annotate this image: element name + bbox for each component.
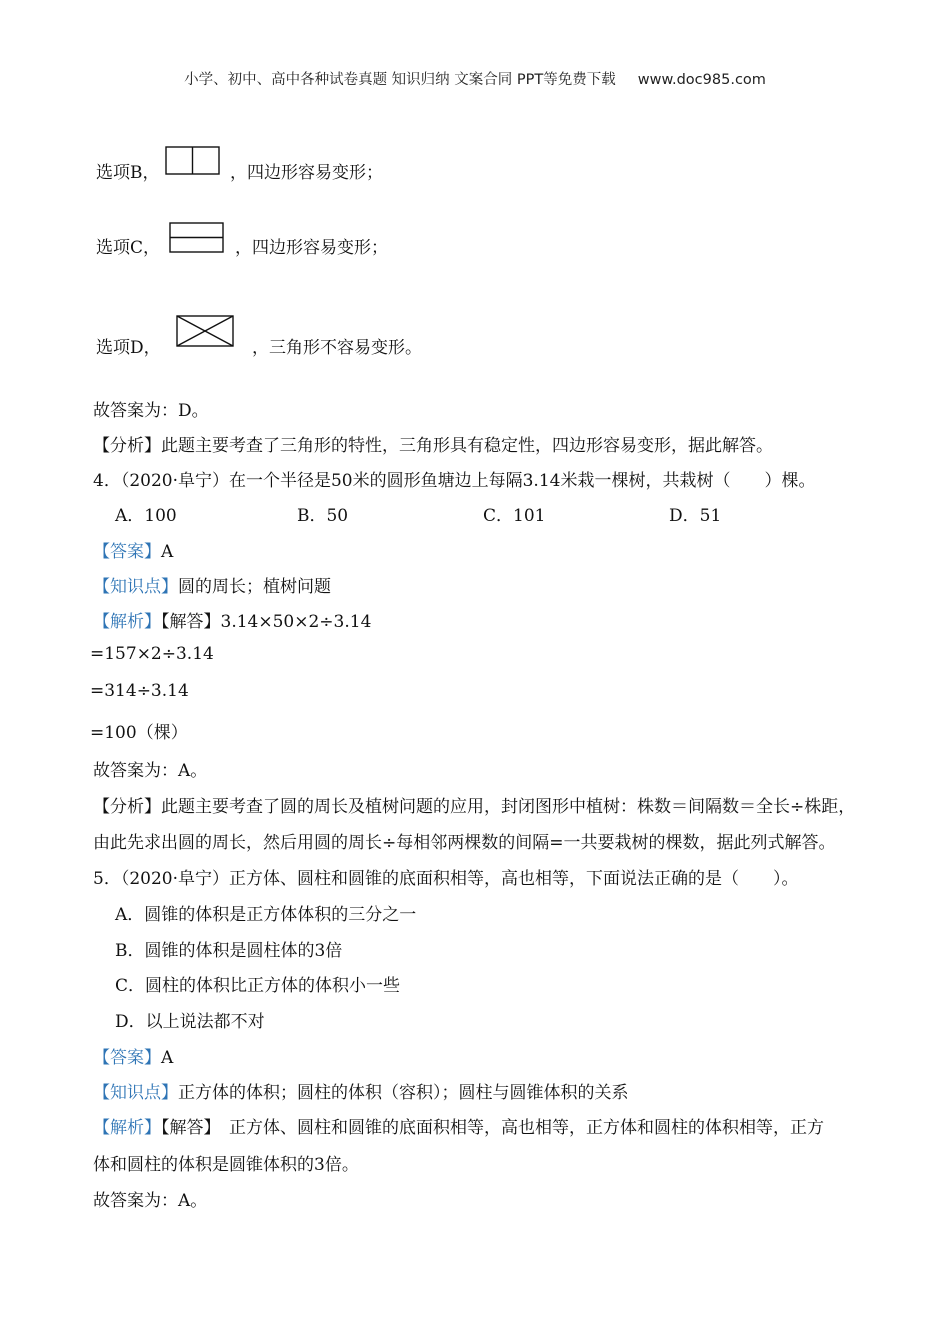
jx-tag: 【解析】 bbox=[93, 1118, 161, 1138]
option-d-text: ，三角形不容易变形。 bbox=[252, 338, 422, 358]
q4-analysis-line2: 由此先求出圆的周长，然后用圆的周长÷每相邻两棵数的间隔=一共要栽树的棵数，据此列式解答。 bbox=[93, 833, 836, 853]
q4-step-2: =314÷3.14 bbox=[90, 681, 189, 701]
q3-final-answer: 故答案为：D。 bbox=[93, 401, 209, 421]
rectangle-diagonals-figure bbox=[176, 315, 236, 349]
q5-stem: 5．（2020·阜宁）正方体、圆柱和圆锥的底面积相等，高也相等，下面说法正确的是（ ）。 bbox=[93, 869, 799, 889]
q5-knowledge-point bbox=[93, 1078, 629, 1103]
q4-solution bbox=[93, 607, 371, 632]
q4-option-b: B．50 bbox=[297, 506, 349, 526]
analysis-text: 此题主要考查了圆的周长及植树问题的应用，封闭图形中植树：株数＝间隔数＝全长÷株距， bbox=[161, 797, 856, 817]
answer-tag: 【答案】 bbox=[93, 1048, 161, 1068]
q5-solution-line1 bbox=[93, 1113, 824, 1138]
option-d-label: 选项D， bbox=[96, 338, 161, 358]
q4-analysis-line1 bbox=[93, 792, 855, 817]
q5-solution-line2: 体和圆柱的体积是圆锥体积的3倍。 bbox=[93, 1155, 359, 1175]
q4-stem: 4．（2020·阜宁）在一个半径是50米的圆形鱼塘边上每隔3.14米栽一棵树，共栽树（ ）棵。 bbox=[93, 471, 816, 491]
q5-option-c: C．圆柱的体积比正方体的体积小一些 bbox=[115, 976, 401, 996]
q5-option-a: A．圆锥的体积是正方体体积的三分之一 bbox=[115, 905, 417, 925]
option-b-text: ，四边形容易变形； bbox=[230, 163, 383, 183]
header-text: 小学、初中、高中各种试卷真题 知识归纳 文案合同 PPT等免费下载 bbox=[184, 72, 616, 88]
answer-tag: 【答案】 bbox=[93, 542, 161, 562]
q5-final-answer: 故答案为：A。 bbox=[93, 1191, 208, 1211]
analysis-text: 此题主要考查了三角形的特性，三角形具有稳定性，四边形容易变形，据此解答。 bbox=[161, 436, 773, 456]
jx-text: 【解答】3.14×50×2÷3.14 bbox=[161, 612, 372, 632]
header-url[interactable]: www.doc985.com bbox=[637, 72, 766, 88]
kp-tag: 【知识点】 bbox=[93, 577, 178, 597]
answer-value: A bbox=[161, 542, 174, 562]
jx-tag: 【解析】 bbox=[93, 612, 161, 632]
jx-text: 【解答】 正方体、圆柱和圆锥的底面积相等，高也相等，正方体和圆柱的体积相等，正方 bbox=[161, 1118, 824, 1138]
q4-option-a: A．100 bbox=[115, 506, 177, 526]
page-header bbox=[0, 68, 950, 89]
q5-option-d: D．以上说法都不对 bbox=[115, 1012, 265, 1032]
q3-analysis bbox=[93, 431, 773, 456]
q4-step-3: =100（棵） bbox=[90, 723, 188, 743]
answer-value: A bbox=[161, 1048, 174, 1068]
kp-tag: 【知识点】 bbox=[93, 1083, 178, 1103]
rectangle-split-horizontal-figure bbox=[169, 222, 225, 254]
option-c-text: ，四边形容易变形； bbox=[235, 238, 388, 258]
analysis-tag: 【分析】 bbox=[93, 436, 161, 456]
rectangle-split-vertical-figure bbox=[165, 146, 221, 176]
analysis-tag: 【分析】 bbox=[93, 797, 161, 817]
option-c-label: 选项C， bbox=[96, 238, 161, 258]
q4-final-answer: 故答案为：A。 bbox=[93, 761, 208, 781]
q5-option-b: B．圆锥的体积是圆柱体的3倍 bbox=[115, 941, 343, 961]
kp-text: 圆的周长；植树问题 bbox=[178, 577, 331, 597]
q4-step-1: =157×2÷3.14 bbox=[90, 644, 214, 664]
option-b-label: 选项B， bbox=[96, 163, 160, 183]
q4-answer bbox=[93, 537, 173, 562]
q5-answer bbox=[93, 1043, 173, 1068]
option-b-line bbox=[96, 158, 160, 183]
q4-knowledge-point bbox=[93, 572, 331, 597]
kp-text: 正方体的体积；圆柱的体积（容积）；圆柱与圆锥体积的关系 bbox=[178, 1083, 629, 1103]
q4-option-d: D．51 bbox=[669, 506, 722, 526]
q4-option-c: C．101 bbox=[483, 506, 546, 526]
